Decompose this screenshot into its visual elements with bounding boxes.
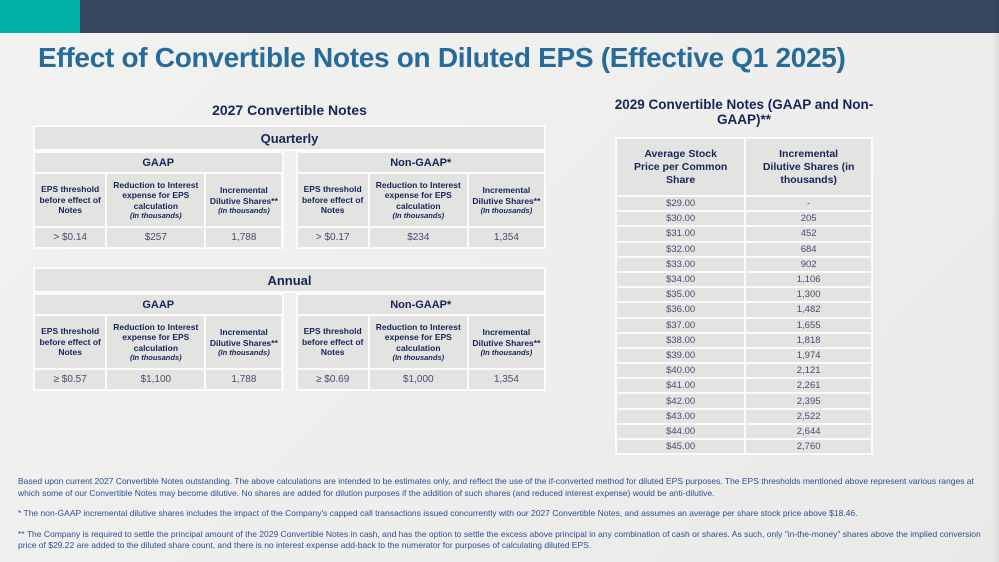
value-cell: 1,354 (469, 370, 544, 389)
table-row: $37.00 1,655 (617, 319, 871, 332)
footnote-non-gaap: * The non-GAAP incremental dilutive shares includes the impact of the Company's capped call transactions issued concurrently with our 2027 Convertible Notes, and assumes an average per share stock price above $18.46. (18, 508, 858, 518)
quarterly-table (33, 125, 546, 249)
table-row: $35.00 1,300 (617, 288, 871, 301)
table-row: $36.00 1,482 (617, 303, 871, 316)
section-2029-notes (615, 97, 873, 455)
value-cell: $234 (370, 228, 467, 247)
table-header-row (617, 139, 871, 195)
table-row: $43.00 2,522 (617, 410, 871, 423)
right-edge-shadow (992, 0, 999, 562)
col-header-interest-reduction: Reduction to Interest expense for EPS calculation (In thousands) (370, 316, 467, 368)
footnote-2029-settlement: ** The Company is required to settle the principal amount of the 2029 Convertible Notes in cash, and has the option to settle the excess above principal in any combination of cash or shares. As such, only "in-the-money" shares above the implied conversion price of $29.22 are added to the diluted share count, and there is no interest expense add-back to the numerator for purposes of calculating diluted EPS. (18, 528, 981, 550)
table-row: $31.00 452 (617, 227, 871, 240)
col-header-dilutive-shares: Incremental Dilutive Shares** (In thousands) (469, 174, 544, 226)
value-cell: 1,788 (206, 228, 281, 247)
quarterly-nongaap-half (296, 151, 547, 249)
quarterly-band: Quarterly (35, 127, 544, 149)
annual-nongaap-half (296, 293, 547, 391)
col-header-dilutive-shares: Incremental Dilutive Shares** (In thousands) (206, 316, 281, 368)
value-cell: $257 (107, 228, 204, 247)
gaap-band: GAAP (35, 153, 282, 172)
heading-2027-notes: 2027 Convertible Notes (212, 102, 367, 118)
quarterly-gaap-half (33, 151, 284, 249)
col-header-avg-stock-price: Average Stock Price per Common Share (617, 139, 744, 195)
table-row: $34.00 1,106 (617, 273, 871, 286)
annual-table (33, 267, 546, 391)
page-title: Effect of Convertible Notes on Diluted EPS (Effective Q1 2025) (38, 42, 846, 73)
col-header-eps-threshold: EPS threshold before effect of Notes (298, 174, 368, 226)
value-cell: $1,000 (370, 370, 467, 389)
gaap-band: GAAP (35, 295, 282, 314)
col-header-dilutive-shares: Incremental Dilutive Shares** (In thousands) (469, 316, 544, 368)
value-cell: 1,354 (469, 228, 544, 247)
col-header-dilutive-shares: Incremental Dilutive Shares** (In thousands) (206, 174, 281, 226)
annual-gaap-half (33, 293, 284, 391)
non-gaap-band: Non-GAAP* (298, 153, 545, 172)
col-header-eps-threshold: EPS threshold before effect of Notes (298, 316, 368, 368)
heading-2029-notes: 2029 Convertible Notes (GAAP and Non-GAAP)** (614, 97, 874, 127)
col-header-interest-reduction: Reduction to Interest expense for EPS calculation (In thousands) (107, 316, 204, 368)
table-row: $42.00 2,395 (617, 394, 871, 407)
value-cell: 1,788 (206, 370, 281, 389)
col-header-eps-threshold: EPS threshold before effect of Notes (35, 174, 105, 226)
section-2027-notes (33, 100, 546, 391)
table-row: $38.00 1,818 (617, 334, 871, 347)
value-cell: ≥ $0.69 (298, 370, 368, 389)
footnotes (18, 476, 981, 561)
annual-band: Annual (35, 269, 544, 291)
table-row: $32.00 684 (617, 243, 871, 256)
value-cell: ≥ $0.57 (35, 370, 105, 389)
value-cell: > $0.17 (298, 228, 368, 247)
annual-band-box (33, 267, 546, 293)
table-row: $41.00 2,261 (617, 379, 871, 392)
footnote-general: Based upon current 2027 Convertible Notes outstanding. The above calculations are intended to be estimates only, and reflect the use of the if-converted method for diluted EPS purposes. The EPS thresholds mentioned above represent various ranges at which some of our Convertible Notes may become dilutive. No shares are added for dilution purposes if the addition of such shares (and reduced interest expense) would be anti-dilutive. (18, 476, 974, 498)
value-cell: > $0.14 (35, 228, 105, 247)
col-header-eps-threshold: EPS threshold before effect of Notes (35, 316, 105, 368)
table-row: $30.00 205 (617, 212, 871, 225)
non-gaap-band: Non-GAAP* (298, 295, 545, 314)
col-header-interest-reduction: Reduction to Interest expense for EPS calculation (In thousands) (107, 174, 204, 226)
table-row: $44.00 2,644 (617, 425, 871, 438)
col-header-interest-reduction: Reduction to Interest expense for EPS calculation (In thousands) (370, 174, 467, 226)
table-row: $40.00 2,121 (617, 364, 871, 377)
table-row: $33.00 902 (617, 258, 871, 271)
table-row: $45.00 2,760 (617, 440, 871, 453)
price-shares-table (615, 137, 873, 455)
quarterly-band-box (33, 125, 546, 151)
top-navy-bar (0, 0, 999, 33)
table-row: $29.00 - (617, 197, 871, 210)
col-header-incremental-shares: Incremental Dilutive Shares (in thousands) (746, 139, 871, 195)
value-cell: $1,100 (107, 370, 204, 389)
teal-accent-square (0, 0, 80, 33)
table-row: $39.00 1,974 (617, 349, 871, 362)
